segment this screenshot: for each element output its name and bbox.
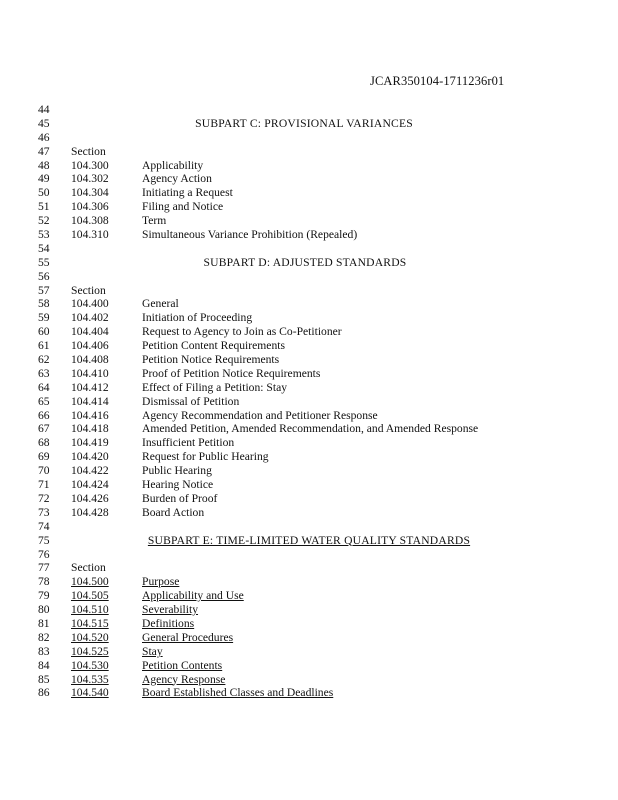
line-number: 50: [38, 186, 50, 200]
toc-line: [0, 172, 618, 186]
toc-line: [0, 242, 618, 256]
toc-line: [0, 450, 618, 464]
toc-line: [0, 603, 618, 617]
section-number: 104.515: [71, 616, 109, 630]
subpart-heading: [0, 117, 613, 131]
section-title: Applicability and Use: [142, 589, 244, 603]
section-title: Definitions: [142, 616, 195, 630]
toc-line: [0, 228, 618, 242]
line-number: 65: [38, 394, 50, 408]
line-number: 48: [38, 158, 50, 172]
section-number: 104.422: [71, 464, 109, 478]
toc-line: [0, 520, 618, 534]
line-number: 45: [38, 116, 50, 130]
line-number: 49: [38, 172, 50, 186]
toc-line: [0, 256, 618, 270]
toc-line: [0, 617, 618, 631]
line-number: 68: [38, 436, 50, 450]
line-number: 55: [38, 255, 50, 269]
line-number: 57: [38, 283, 50, 297]
line-number: 52: [38, 214, 50, 228]
line-number: 60: [38, 325, 50, 339]
subpart-heading: [0, 534, 618, 548]
section-number: 104.500: [71, 575, 109, 589]
section-title: General: [142, 297, 179, 311]
subpart-heading: [0, 256, 614, 270]
line-number: 46: [38, 130, 50, 144]
line-number: 73: [38, 505, 50, 519]
section-number: 104.530: [71, 658, 109, 672]
toc-line: [0, 381, 618, 395]
line-number: 44: [38, 103, 50, 116]
section-title: Dismissal of Petition: [142, 394, 240, 408]
section-number: 104.400: [71, 297, 109, 311]
section-number: 104.424: [71, 478, 109, 492]
subpart-heading-text: SUBPART E: TIME-LIMITED WATER QUALITY STANDARDS: [147, 533, 471, 547]
toc-line: [0, 659, 618, 673]
section-title: Board Action: [142, 505, 205, 519]
toc-line: [0, 367, 618, 381]
toc-line: [0, 353, 618, 367]
section-title: Term: [142, 214, 167, 228]
toc-line: [0, 436, 618, 450]
section-title: Effect of Filing a Petition: Stay: [142, 380, 288, 394]
subpart-heading-text: SUBPART C: PROVISIONAL VARIANCES: [195, 116, 413, 130]
section-number: 104.302: [71, 172, 109, 186]
section-number: 104.414: [71, 394, 109, 408]
line-number: 51: [38, 200, 50, 214]
toc-line: [0, 339, 618, 353]
line-number: 61: [38, 339, 50, 353]
line-number: 59: [38, 311, 50, 325]
section-number: 104.418: [71, 422, 109, 436]
toc-line: [0, 506, 618, 520]
line-number: 53: [38, 228, 50, 242]
toc-line: [0, 186, 618, 200]
section-title: Request to Agency to Join as Co-Petitioner: [142, 325, 342, 339]
line-number: 69: [38, 450, 50, 464]
toc-line: [0, 117, 618, 131]
line-number: 63: [38, 366, 50, 380]
section-title: Agency Action: [142, 172, 212, 186]
section-number: 104.308: [71, 214, 109, 228]
section-title: General Procedures: [142, 630, 234, 644]
toc-line: [0, 673, 618, 687]
line-number: 66: [38, 408, 50, 422]
toc-line: [0, 631, 618, 645]
section-title: Petition Notice Requirements: [142, 353, 280, 367]
line-number: 86: [38, 686, 50, 700]
toc-line: [0, 311, 618, 325]
section-title: Severability: [142, 603, 199, 617]
section-number: 104.426: [71, 491, 109, 505]
toc-line: [0, 575, 618, 589]
section-title: Initiation of Proceeding: [142, 311, 253, 325]
line-number: 78: [38, 575, 50, 589]
section-title: Petition Contents: [142, 658, 223, 672]
line-number: 62: [38, 353, 50, 367]
section-title: Insufficient Petition: [142, 436, 235, 450]
line-number: 82: [38, 630, 50, 644]
section-title: Initiating a Request: [142, 186, 233, 200]
section-column-label: Section: [71, 561, 106, 575]
section-number: 104.304: [71, 186, 109, 200]
toc-line: [0, 214, 618, 228]
section-number: 104.402: [71, 311, 109, 325]
toc-line: [0, 534, 618, 548]
line-number: 77: [38, 561, 50, 575]
toc-line: [0, 561, 618, 575]
line-number: 72: [38, 491, 50, 505]
toc-line: [0, 159, 618, 173]
section-number: 104.520: [71, 630, 109, 644]
section-title: Burden of Proof: [142, 491, 218, 505]
toc-line: [0, 478, 618, 492]
line-number: 67: [38, 422, 50, 436]
section-title: Petition Content Requirements: [142, 339, 285, 353]
section-number: 104.420: [71, 450, 109, 464]
section-number: 104.404: [71, 325, 109, 339]
section-title: Stay: [142, 644, 163, 658]
toc-line: [0, 270, 618, 284]
toc-line: [0, 686, 618, 700]
section-number: 104.408: [71, 353, 109, 367]
section-title: Amended Petition, Amended Recommendation, and Amended Response: [142, 422, 479, 436]
table-of-contents: [0, 103, 618, 700]
document-id: JCAR350104-1711236r01: [370, 74, 505, 88]
line-number: 70: [38, 464, 50, 478]
toc-line: [0, 548, 618, 562]
section-title: Proof of Petition Notice Requirements: [142, 366, 321, 380]
line-number: 75: [38, 533, 50, 547]
section-number: 104.416: [71, 408, 109, 422]
subpart-heading-text: SUBPART D: ADJUSTED STANDARDS: [203, 255, 407, 269]
section-number: 104.510: [71, 603, 109, 617]
section-title: Public Hearing: [142, 464, 212, 478]
toc-line: [0, 284, 618, 298]
section-title: Simultaneous Variance Prohibition (Repealed): [142, 228, 358, 242]
toc-line: [0, 464, 618, 478]
toc-line: [0, 131, 618, 145]
line-number: 58: [38, 297, 50, 311]
toc-line: [0, 589, 618, 603]
line-number: 79: [38, 589, 50, 603]
section-number: 104.525: [71, 644, 109, 658]
section-number: 104.410: [71, 366, 109, 380]
section-title: Agency Response: [142, 672, 226, 686]
toc-line: [0, 200, 618, 214]
line-number: 74: [38, 519, 50, 533]
section-title: Hearing Notice: [142, 478, 214, 492]
section-number: 104.535: [71, 672, 109, 686]
section-column-label: Section: [71, 283, 106, 297]
toc-line: [0, 645, 618, 659]
line-number: 81: [38, 616, 50, 630]
section-number: 104.406: [71, 339, 109, 353]
toc-line: [0, 409, 618, 423]
line-number: 71: [38, 478, 50, 492]
line-number: 80: [38, 603, 50, 617]
line-number: 64: [38, 380, 50, 394]
section-number: 104.306: [71, 200, 109, 214]
line-number: 83: [38, 644, 50, 658]
section-title: Request for Public Hearing: [142, 450, 269, 464]
section-number: 104.300: [71, 158, 109, 172]
section-title: Purpose: [142, 575, 180, 589]
toc-line: [0, 492, 618, 506]
section-column-label: Section: [71, 144, 106, 158]
toc-line: [0, 395, 618, 409]
section-number: 104.310: [71, 228, 109, 242]
line-number: 84: [38, 658, 50, 672]
section-number: 104.419: [71, 436, 109, 450]
line-number: 47: [38, 144, 50, 158]
section-title: Board Established Classes and Deadlines: [142, 686, 334, 700]
section-number: 104.505: [71, 589, 109, 603]
line-number: 54: [38, 241, 50, 255]
toc-line: [0, 145, 618, 159]
section-title: Agency Recommendation and Petitioner Response: [142, 408, 378, 422]
line-number: 85: [38, 672, 50, 686]
toc-line: [0, 325, 618, 339]
section-number: 104.428: [71, 505, 109, 519]
toc-line: [0, 103, 618, 117]
toc-line: [0, 422, 618, 436]
section-number: 104.540: [71, 686, 109, 700]
line-number: 56: [38, 269, 50, 283]
section-title: Applicability: [142, 158, 204, 172]
section-title: Filing and Notice: [142, 200, 224, 214]
section-number: 104.412: [71, 380, 109, 394]
toc-line: [0, 297, 618, 311]
line-number: 76: [38, 547, 50, 561]
